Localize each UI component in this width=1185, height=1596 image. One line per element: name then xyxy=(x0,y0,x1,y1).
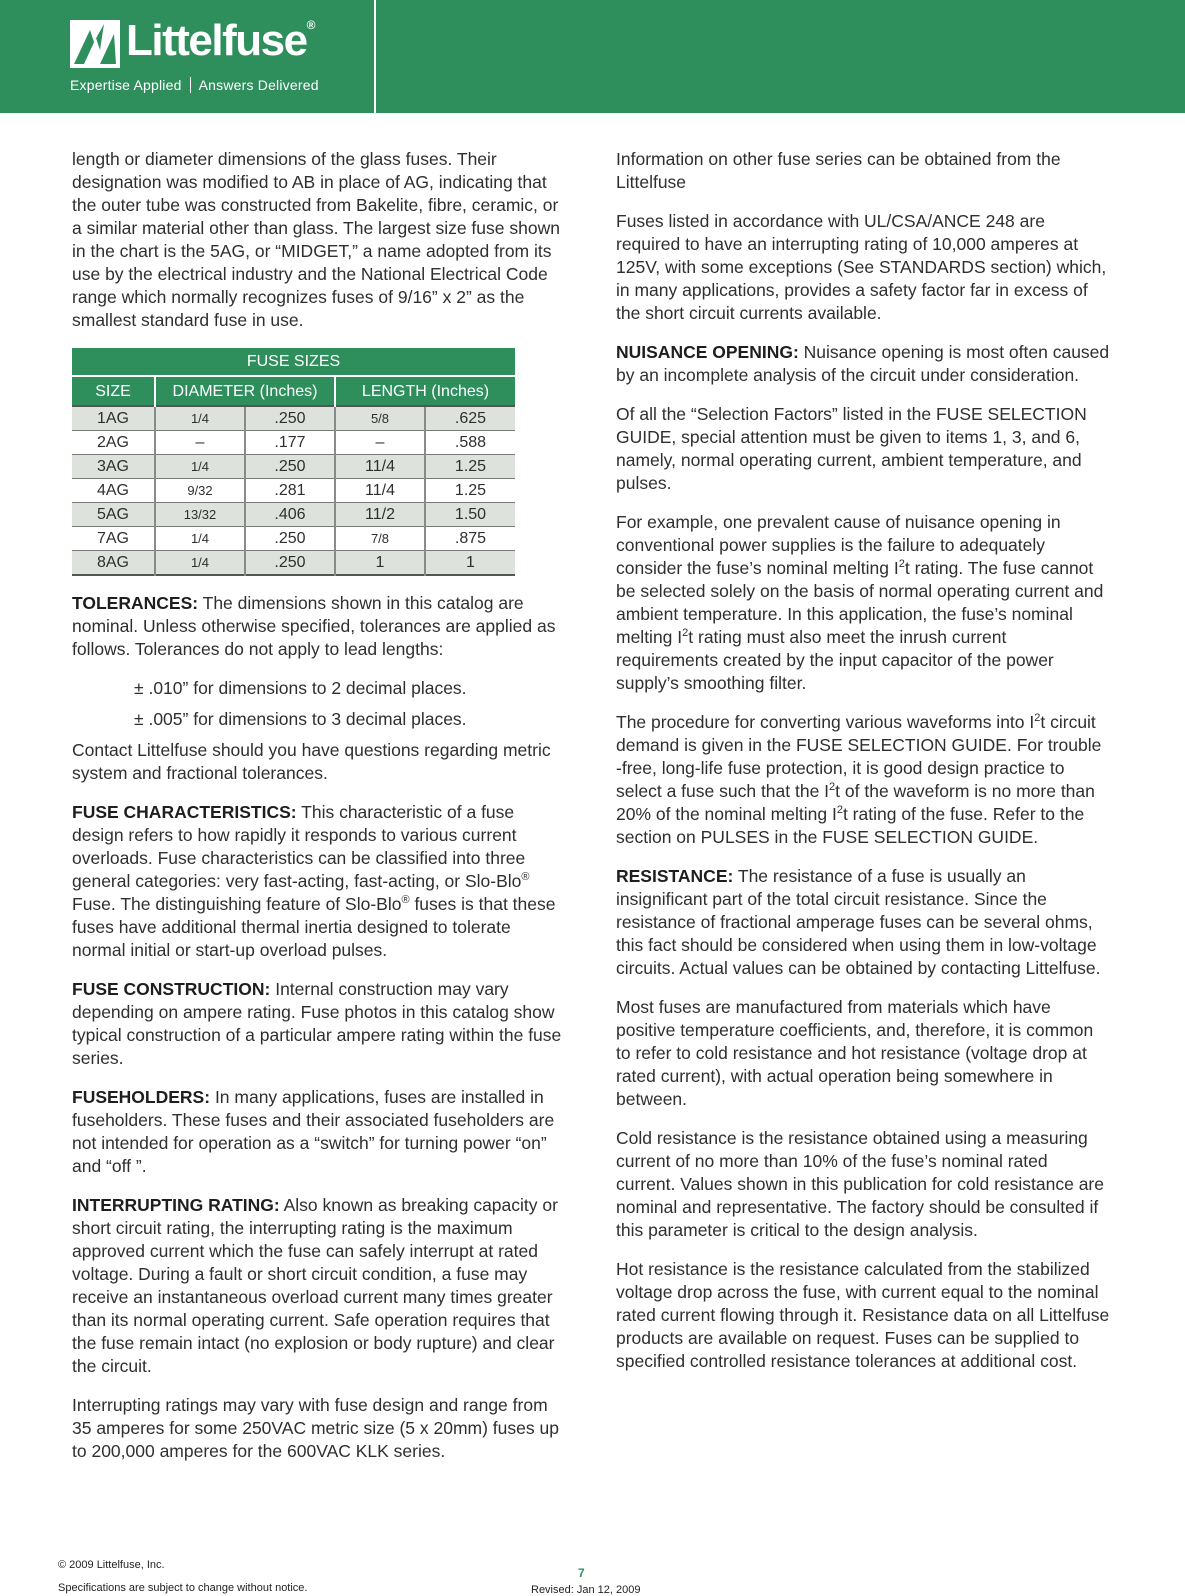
header-divider xyxy=(374,0,376,113)
resistance-paragraph: RESISTANCE: The resistance of a fuse is usually an insignificant part of the total circuit resistance. Since the resistance of fractional amperage fuses can be several ohms, this fact should be considered when using them in low-voltage circuits. Actual values can be obtained by contacting Littelfuse. xyxy=(616,866,1101,978)
table-row: 7AG 1/4 .250 7/8 .875 xyxy=(72,527,515,551)
tagline: Expertise Applied Answers Delivered xyxy=(70,77,319,93)
notice: Specifications are subject to change without notice. xyxy=(58,1582,308,1594)
table-row: 5AG 13/32 .406 11/2 1.50 xyxy=(72,503,515,527)
characteristics-heading: FUSE CHARACTERISTICS: xyxy=(72,802,297,822)
procedure-paragraph: The procedure for converting various waveforms into $I^2t$ circuit demand is given in the FUSE SELECTION GUIDE. For trouble -free, long-life fuse protection, it is good design practice to select a fuse such that the $I^2t$ of the waveform is no more than 20% of the nominal melting $I^2t$ rating of the fuse. Refer to the section on PULSES in the FUSE SELECTION GUIDE. xyxy=(616,712,1102,847)
header-diameter: DIAMETER (Inches) xyxy=(155,376,335,406)
table-row: 3AG 1/4 .250 11/4 1.25 xyxy=(72,455,515,479)
tolerance-item: ± .010” for dimensions to 2 decimal places. xyxy=(134,678,467,698)
info-paragraph: Information on other fuse series can be obtained from the Littelfuse xyxy=(616,149,1061,192)
nuisance-paragraph: NUISANCE OPENING: Nuisance opening is most often caused by an incomplete analysis of the circuit under consideration. xyxy=(616,342,1110,385)
hot-resistance-paragraph: Hot resistance is the resistance calculated from the stabilized voltage drop across the fuse, with current equal to the nominal rated current flowing through it. Resistance data on all Littelfuse products are available on request. Fuses can be supplied to specified controlled resistance tolerances at additional cost. xyxy=(616,1259,1110,1371)
intro-paragraph: length or diameter dimensions of the glass fuses. Their designation was modified to AB in place of AG, indicating that the outer tube was constructed from Bakelite, fibre, ceramic, or a similar material other than glass. The largest size fuse shown in the chart is the 5AG, or “MIDGET,” a name adopted from its use by the electrical industry and the National Electrical Code range which normally recognizes fuses of 9/16” x 2” as the smallest standard fuse in use. xyxy=(72,149,560,330)
interrupting-heading: INTERRUPTING RATING: xyxy=(72,1195,280,1215)
construction-paragraph: FUSE CONSTRUCTION: Internal construction may vary depending on ampere rating. Fuse photos in this catalog show typical construction of a particular ampere rating within the fuse series. xyxy=(72,979,562,1068)
nuisance-heading: NUISANCE OPENING: xyxy=(616,342,799,362)
right-column xyxy=(616,148,1111,1389)
cold-resistance-paragraph: Cold resistance is the resistance obtained using a measuring current of no more than 10% of the fuse’s nominal rated current. Values shown in this publication for cold resistance are nominal and representative. The factory should be consulted if this parameter is critical to the design analysis. xyxy=(616,1128,1104,1240)
table-row: 1AG 1/4 .250 5/8 .625 xyxy=(72,406,515,431)
interrupting-range-paragraph: Interrupting ratings may vary with fuse design and range from 35 amperes for some 250VAC metric size (5 x 20mm) fuses up to 200,000 amperes for the 600VAC KLK series. xyxy=(72,1395,559,1461)
header-banner xyxy=(0,0,1185,113)
left-column xyxy=(72,148,562,1479)
header-size: SIZE xyxy=(72,376,155,406)
selection-factors-paragraph: Of all the “Selection Factors” listed in the FUSE SELECTION GUIDE, special attention must be given to items 1, 3, and 6, namely, normal operating current, ambient temperature, and pulses. xyxy=(616,404,1087,493)
table-row: 4AG 9/32 .281 11/4 1.25 xyxy=(72,479,515,503)
tolerances-heading: TOLERANCES: xyxy=(72,593,199,613)
page-number: 7 xyxy=(578,1566,585,1580)
characteristics-paragraph: FUSE CHARACTERISTICS: This characteristic of a fuse design refers to how rapidly it responds to various current overloads. Fuse characteristics can be classified into three general categories: very fast-acting, fast-acting, or Slo-Blo® Fuse. The distinguishing feature of Slo-Blo® fuses is that these fuses have additional thermal inertia designed to tolerate normal initial or start-up overload pulses. xyxy=(72,802,556,960)
table-row: 2AG – .177 – .588 xyxy=(72,431,515,455)
temperature-paragraph: Most fuses are manufactured from materials which have positive temperature coefficients, and, therefore, it is common to refer to cold resistance and hot resistance (voltage drop at rated current), with actual operation being somewhere in between. xyxy=(616,997,1094,1109)
resistance-heading: RESISTANCE: xyxy=(616,866,734,886)
construction-heading: FUSE CONSTRUCTION: xyxy=(72,979,271,999)
fuseholders-paragraph: FUSEHOLDERS: In many applications, fuses are installed in fuseholders. These fuses and their associated fuseholders are not intended for operation as a “switch” for turning power “on” and “off ”. xyxy=(72,1087,555,1176)
header-length: LENGTH (Inches) xyxy=(335,376,515,406)
fuseholders-heading: FUSEHOLDERS: xyxy=(72,1087,211,1107)
table-row: 8AG 1/4 .250 1 1 xyxy=(72,551,515,576)
tolerances-paragraph: TOLERANCES: The dimensions shown in this catalog are nominal. Unless otherwise specified, tolerances are applied as follows. Tolerances do not apply to lead lengths: xyxy=(72,593,556,659)
fuse-sizes-table xyxy=(72,348,515,576)
contact-paragraph: Contact Littelfuse should you have questions regarding metric system and fractional tolerances. xyxy=(72,740,551,783)
tolerance-item: ± .005” for dimensions to 3 decimal places. xyxy=(134,709,467,729)
interrupting-paragraph: INTERRUPTING RATING: Also known as breaking capacity or short circuit rating, the interrupting rating is the maximum approved current which the fuse can safely interrupt at rated voltage. During a fault or short circuit condition, a fuse may receive an instantaneous overload current many times greater than its normal operating current. Safe operation requires that the fuse remain intact (no explosion or body rupture) and clear the circuit. xyxy=(72,1195,558,1376)
brand-name: Littelfuse® xyxy=(126,16,316,65)
table-title: FUSE SIZES xyxy=(72,348,515,376)
revised-date: Revised: Jan 12, 2009 xyxy=(531,1584,641,1596)
ul-paragraph: Fuses listed in accordance with UL/CSA/ANCE 248 are required to have an interrupting rating of 10,000 amperes at 125V, with some exceptions (See STANDARDS section) which, in many applications, provides a safety factor far in excess of the short circuit currents available. xyxy=(616,211,1107,323)
copyright: © 2009 Littelfuse, Inc. xyxy=(58,1559,165,1571)
littelfuse-logo-icon xyxy=(70,20,120,68)
example-paragraph: For example, one prevalent cause of nuisance opening in conventional power supplies is the failure to adequately consider the fuse’s nominal melting $I^2t$ rating. The fuse cannot be selected solely on the basis of normal operating current and ambient temperature. In this application, the fuse’s nominal melting $I^2t$ rating must also meet the inrush current requirements created by the input capacitor of the power supply’s smoothing filter. xyxy=(616,512,1104,693)
